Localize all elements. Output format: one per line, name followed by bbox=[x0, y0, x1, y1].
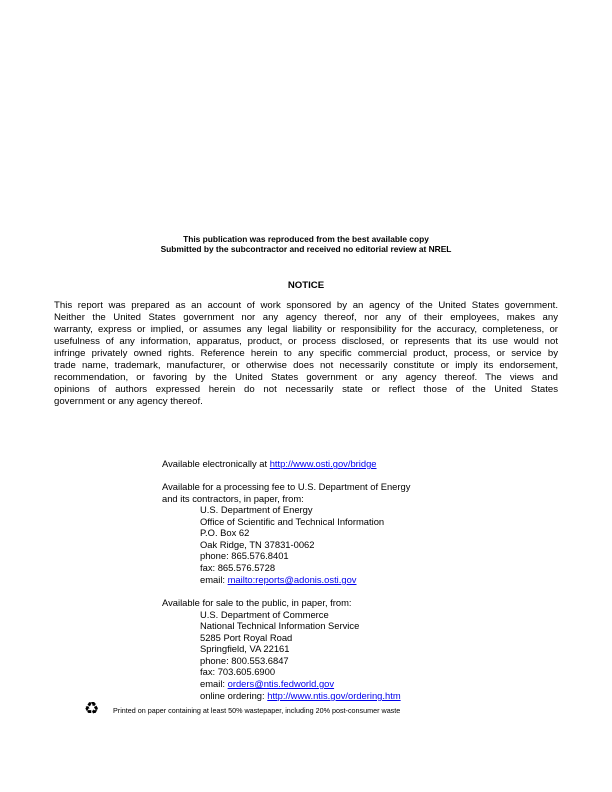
recycled-paper-note: Printed on paper containing at least 50% wastepaper, including 20% post-consumer waste bbox=[113, 706, 401, 715]
osti-bridge-link[interactable]: http://www.osti.gov/bridge bbox=[269, 458, 377, 469]
notice-line: warranty, express or implied, or assumes any legal liability or responsibility for the accuracy, completeness, or bbox=[54, 324, 558, 335]
notice-line: government or any agency thereof. bbox=[54, 396, 203, 407]
notice-line: This report was prepared as an account of work sponsored by an agency of the United States government. bbox=[54, 300, 558, 311]
email-label: email: bbox=[200, 678, 228, 689]
doe-phone: phone: 865.576.8401 bbox=[200, 550, 289, 561]
doe-email bbox=[200, 574, 356, 585]
doc-intro: Available for sale to the public, in paper, from: bbox=[162, 597, 352, 608]
doc-address-line: U.S. Department of Commerce bbox=[200, 609, 329, 620]
subcontractor-note: Submitted by the subcontractor and received no editorial review at NREL bbox=[160, 244, 452, 254]
notice-line: infringe privately owned rights. Reference herein to any specific commercial product, process, or service by bbox=[54, 348, 558, 359]
doc-fax: fax: 703.605.6900 bbox=[200, 666, 276, 677]
notice-title: NOTICE bbox=[287, 280, 325, 291]
doe-fax: fax: 865.576.5728 bbox=[200, 562, 276, 573]
ntis-email-link[interactable]: orders@ntis.fedworld.gov bbox=[227, 678, 335, 689]
doc-address-line: Springfield, VA 22161 bbox=[200, 643, 290, 654]
doe-address-line: Oak Ridge, TN 37831-0062 bbox=[200, 539, 315, 550]
notice-line: usefulness of any information, apparatus, product, or process disclosed, or represents that its use would not bbox=[54, 336, 558, 347]
doc-email bbox=[200, 678, 334, 689]
notice-line: trade name, trademark, manufacturer, or otherwise does not necessarily constitute or imply its endorsement, bbox=[54, 360, 558, 371]
doc-address-line: National Technical Information Service bbox=[200, 620, 360, 631]
electronic-availability bbox=[162, 458, 377, 469]
doc-phone: phone: 800.553.6847 bbox=[200, 655, 289, 666]
email-label: email: bbox=[200, 574, 228, 585]
online-label: online ordering: bbox=[200, 690, 268, 701]
recycle-icon: ♻ bbox=[84, 699, 100, 718]
doc-online-ordering bbox=[200, 690, 401, 701]
reproduction-note: This publication was reproduced from the best available copy bbox=[183, 234, 429, 244]
notice-line: opinions of authors expressed herein do not necessarily state or reflect those of the United States bbox=[54, 384, 558, 395]
doe-address-line: P.O. Box 62 bbox=[200, 527, 250, 538]
notice-line: recommendation, or favoring by the United States government or any agency thereof. The views and bbox=[54, 372, 558, 383]
ntis-ordering-link[interactable]: http://www.ntis.gov/ordering.htm bbox=[267, 690, 401, 701]
notice-line: Neither the United States government nor any agency thereof, nor any of their employees, makes any bbox=[54, 312, 558, 323]
doe-intro: and its contractors, in paper, from: bbox=[162, 493, 304, 504]
doe-address-line: Office of Scientific and Technical Information bbox=[200, 516, 385, 527]
doe-intro: Available for a processing fee to U.S. Department of Energy bbox=[162, 481, 411, 492]
doe-email-link[interactable]: mailto:reports@adonis.osti.gov bbox=[227, 574, 357, 585]
doe-address-line: U.S. Department of Energy bbox=[200, 504, 313, 515]
doc-address-line: 5285 Port Royal Road bbox=[200, 632, 293, 643]
electronic-label: Available electronically at bbox=[162, 458, 270, 469]
